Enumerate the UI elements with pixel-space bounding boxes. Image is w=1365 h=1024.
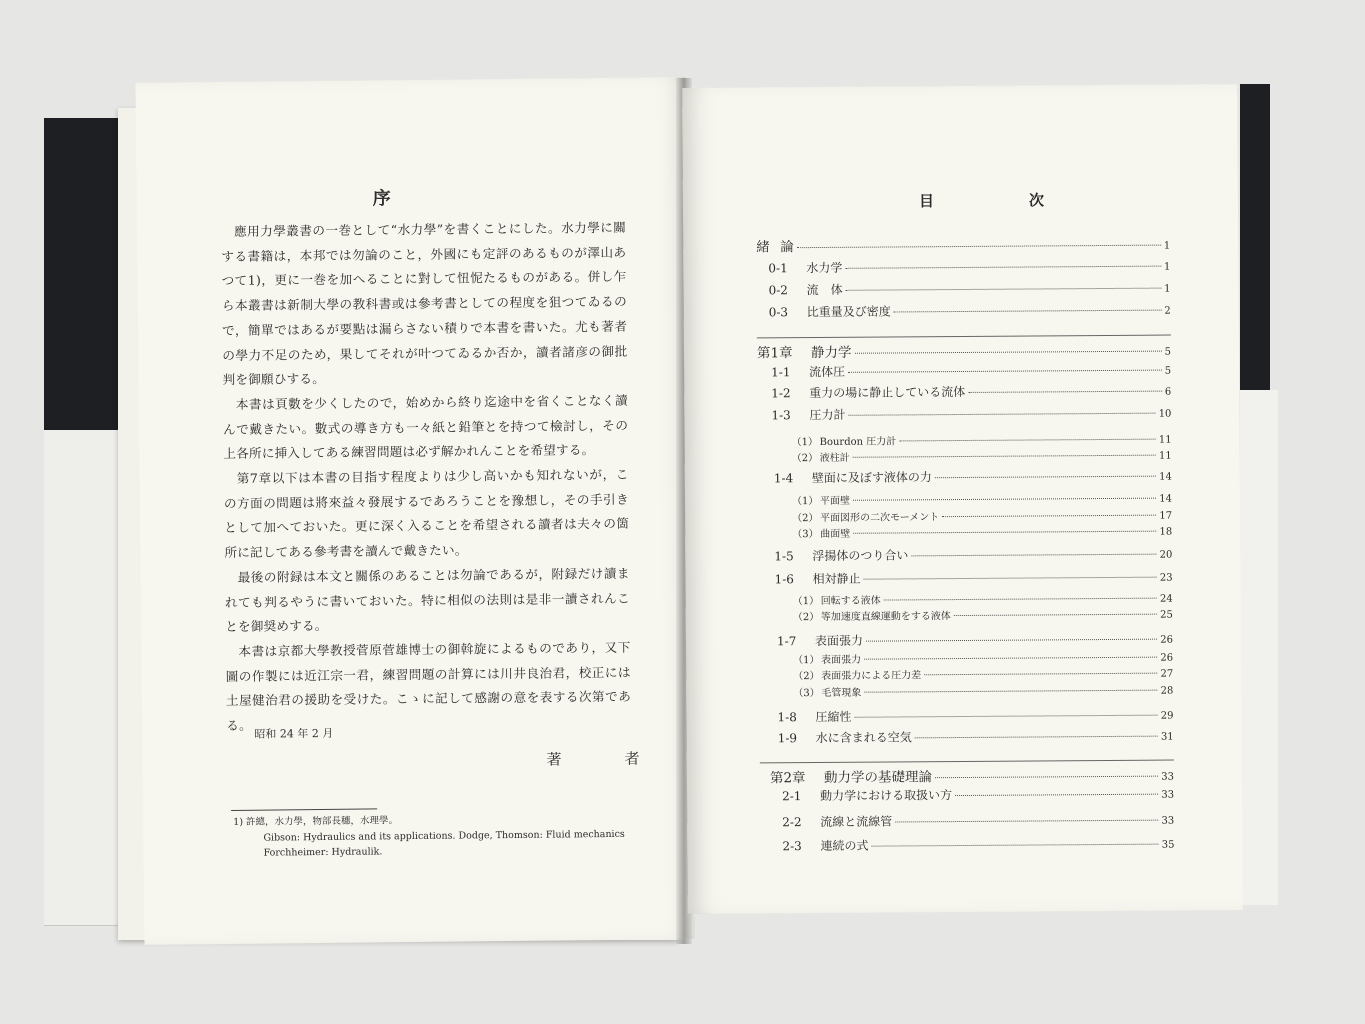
preface-paragraph: 本書は京都大學教授菅原菅雄博士の御斡旋によるものであり，又下圖の作製には近江宗一君，練習問題の計算には川井良治君，校正には土屋健治君の援助を受けた。こゝに記して感謝の意を表する次第である。 xyxy=(225,639,632,734)
toc-entry-text xyxy=(793,607,951,623)
toc-entry-label: 表面張力による圧力差 xyxy=(821,670,922,682)
toc-leader-dots xyxy=(853,455,1156,458)
preface-paragraph: 最後の附録は本文と關係のあることは勿論であるが，附録だけ讀まれても判るやうに書いておいた。特に相似の法則は是非一讀されんことを御奨めする。 xyxy=(224,565,630,635)
toc-entry-page: 11 xyxy=(1158,434,1172,446)
toc-entry-page: 23 xyxy=(1159,572,1173,584)
toc-entry-number: 第1章 xyxy=(756,345,793,362)
toc-entry-page: 29 xyxy=(1160,710,1174,722)
toc-leader-dots xyxy=(871,844,1158,847)
toc-entry-text xyxy=(793,592,881,608)
toc-leader-dots xyxy=(924,673,1157,676)
toc-entry-number: （3） xyxy=(793,688,820,700)
toc-entry-text xyxy=(771,406,845,424)
toc-leader-dots xyxy=(853,498,1156,501)
toc-entry-page: 20 xyxy=(1159,549,1173,561)
toc-leader-dots xyxy=(848,413,1155,416)
toc-entry-text xyxy=(778,728,912,746)
toc-entry-page: 14 xyxy=(1159,493,1173,505)
toc-entry-page: 1 xyxy=(1163,261,1171,273)
toc-entry xyxy=(756,279,1170,299)
toc-entry-number: （1） xyxy=(793,655,820,667)
toc-entry-text xyxy=(792,449,850,464)
toc-entry-text xyxy=(757,341,852,362)
toc-entry xyxy=(759,590,1173,608)
toc-entry xyxy=(756,233,1170,256)
toc-entry-page: 26 xyxy=(1160,652,1174,664)
toc-entry-label: 水に含まれる空気 xyxy=(815,730,912,746)
toc-leader-dots xyxy=(954,614,1157,616)
footnote-line: Forchheimer: Hydraulik. xyxy=(263,846,383,859)
toc-leader-dots xyxy=(855,715,1158,718)
toc-entry-text xyxy=(792,432,897,448)
toc-entry-text xyxy=(774,468,932,486)
toc-entry-text xyxy=(771,363,845,381)
toc-entry xyxy=(760,760,1174,787)
toc-entry-label: 流 体 xyxy=(806,282,843,298)
toc-leader-dots xyxy=(866,639,1157,642)
toc-entry xyxy=(758,467,1172,487)
toc-entry-number: （2） xyxy=(792,612,820,624)
toc-entry-number: 0-1 xyxy=(768,261,788,276)
toc-entry-text xyxy=(782,837,868,855)
toc-list xyxy=(756,225,1175,854)
toc-leader-dots xyxy=(884,598,1157,601)
toc-entry-text xyxy=(793,651,861,666)
toc-entry xyxy=(758,447,1172,465)
toc-entry xyxy=(760,811,1174,831)
toc-entry-page: 11 xyxy=(1158,450,1172,462)
toc-entry-number: 2-2 xyxy=(782,815,802,830)
preface-paragraph: 第7章以下は本書の目指す程度よりは少し高いかも知れないが，この方面の問題は將來益々發展するであろうことを豫想し，その手引きとして加へておいた。更に深く入ることを希望される讀者は夫々の箇所に記してある參考書を讀んで戴きたい。 xyxy=(223,466,630,561)
toc-entry-text xyxy=(768,259,842,277)
toc-entry-label: 壁面に及ぼす液体の力 xyxy=(811,470,932,486)
toc-entry xyxy=(759,630,1173,650)
toc-entry-label: 流体圧 xyxy=(809,364,846,380)
toc-entry-label: 毛管現象 xyxy=(821,687,862,699)
toc-entry-label: 浮揚体のつり合い xyxy=(812,548,909,564)
toc-entry-label: 圧力計 xyxy=(809,407,846,423)
book-cover-left-dark xyxy=(44,118,124,430)
toc-entry-number: 1-7 xyxy=(776,634,797,649)
toc-entry-page: 33 xyxy=(1161,789,1175,801)
toc-entry xyxy=(760,835,1174,855)
toc-entry-number: 第2章 xyxy=(769,770,806,787)
toc-entry-page: 10 xyxy=(1158,408,1172,420)
toc-entry xyxy=(757,335,1171,362)
toc-entry-text xyxy=(770,765,932,786)
toc-entry-text xyxy=(782,786,952,804)
toc-leader-dots xyxy=(915,736,1158,739)
toc-leader-dots xyxy=(797,245,1161,249)
toc-entry-text xyxy=(782,812,892,830)
toc-entry-number: 1-3 xyxy=(771,408,791,423)
preface-paragraph: 本書は頁數を少くしたので，始めから終り迄途中を省くことなく讀んで戴きたい。數式の導き方も一々紙と鉛筆とを持つて檢討し，その上各所に挿入してある練習問題は必ず解かれんことを希望する。 xyxy=(223,392,629,462)
toc-entry-number: （1） xyxy=(791,496,819,508)
toc-entry-label: 連続の式 xyxy=(820,838,869,854)
book-cover-right-light xyxy=(1240,390,1278,905)
toc-entry-label: 平面図形の二次モーメント xyxy=(820,512,940,524)
toc-entry-number: （2） xyxy=(791,453,819,465)
toc-entry xyxy=(757,382,1171,402)
toc-leader-dots xyxy=(911,554,1156,557)
toc-entry-label: 相対静止 xyxy=(812,571,861,587)
toc-entry xyxy=(759,706,1173,726)
toc-entry-page: 6 xyxy=(1164,386,1172,398)
preface-author: 著 者 xyxy=(546,749,664,769)
toc-entry-page: 14 xyxy=(1159,471,1172,483)
toc-entry-label: 表面張力 xyxy=(814,633,864,649)
toc-entry-page: 5 xyxy=(1164,365,1172,377)
toc-leader-dots xyxy=(846,288,1162,291)
toc-page xyxy=(682,84,1243,914)
toc-entry-label: Bourdon 圧力計 xyxy=(819,436,897,448)
toc-entry xyxy=(758,523,1172,541)
toc-entry xyxy=(757,301,1171,321)
toc-entry-page: 28 xyxy=(1160,685,1174,697)
toc-entry xyxy=(756,257,1170,277)
toc-entry xyxy=(759,665,1173,683)
toc-entry-number: 緒 xyxy=(756,239,770,256)
toc-entry-page: 18 xyxy=(1159,526,1173,538)
preface-body xyxy=(221,216,631,739)
toc-entry-text xyxy=(771,383,965,401)
toc-leader-dots xyxy=(864,577,1157,580)
toc-entry-page: 1 xyxy=(1164,283,1171,295)
toc-entry xyxy=(758,545,1172,565)
toc-entry-number: 1-4 xyxy=(773,471,794,486)
toc-entry-label: 表面張力 xyxy=(821,654,862,666)
toc-leader-dots xyxy=(845,266,1161,269)
toc-title: 目 次 xyxy=(918,191,1084,211)
toc-entry-number: 1-5 xyxy=(774,549,794,564)
toc-entry-page: 33 xyxy=(1161,771,1174,783)
preface-page xyxy=(136,77,695,945)
toc-entry-label: 液柱計 xyxy=(819,452,850,464)
toc-leader-dots xyxy=(848,370,1162,373)
toc-entry-page: 2 xyxy=(1164,305,1171,317)
toc-entry-label: 重力の場に静止している流体 xyxy=(809,384,966,401)
toc-entry-page: 35 xyxy=(1161,839,1175,851)
toc-entry xyxy=(759,649,1173,667)
toc-entry-text xyxy=(793,666,921,682)
toc-entry-label: 動力学における取扱い方 xyxy=(820,788,953,804)
toc-leader-dots xyxy=(864,690,1157,693)
toc-entry xyxy=(757,361,1171,381)
toc-entry xyxy=(760,727,1174,747)
toc-entry xyxy=(758,507,1172,525)
toc-entry-text xyxy=(774,570,860,588)
toc-entry xyxy=(759,606,1173,624)
book-cover-left-light xyxy=(44,430,124,926)
toc-entry xyxy=(758,431,1172,449)
toc-entry-label: 論 xyxy=(780,239,794,256)
toc-entry-label: 流線と流線管 xyxy=(820,814,893,830)
toc-entry-label: 圧縮性 xyxy=(815,709,852,725)
preface-date: 昭和 24 年 2 月 xyxy=(254,726,334,741)
toc-entry-text xyxy=(792,508,939,524)
preface-title: 序 xyxy=(372,188,393,210)
toc-entry-number: 2-3 xyxy=(782,839,802,854)
toc-entry-number: （2） xyxy=(793,671,820,683)
toc-entry-label: 回転する液体 xyxy=(820,595,881,607)
toc-entry-label: 等加速度直線運動をする液体 xyxy=(820,611,951,623)
toc-leader-dots xyxy=(935,776,1158,779)
toc-leader-dots xyxy=(899,439,1156,442)
toc-leader-dots xyxy=(935,476,1156,479)
toc-entry-page: 33 xyxy=(1161,815,1175,827)
toc-entry-number: 0-2 xyxy=(768,283,788,298)
toc-entry-text xyxy=(792,492,850,507)
toc-entry-page: 26 xyxy=(1160,634,1174,646)
toc-leader-dots xyxy=(968,391,1162,393)
toc-entry-number: 0-3 xyxy=(768,305,789,320)
toc-leader-dots xyxy=(942,515,1156,517)
toc-entry-label: 平面壁 xyxy=(819,495,851,507)
toc-entry-number: （3） xyxy=(792,529,819,541)
toc-entry-number: （2） xyxy=(792,513,819,525)
toc-entry-number: （1） xyxy=(792,596,820,608)
toc-entry-text xyxy=(793,684,861,699)
toc-entry-text xyxy=(769,302,891,320)
toc-entry-number: 1-2 xyxy=(771,386,791,401)
toc-leader-dots xyxy=(854,351,1161,354)
toc-entry-label: 曲面壁 xyxy=(820,528,851,540)
toc-entry-page: 31 xyxy=(1160,731,1174,743)
toc-entry-number: 1-9 xyxy=(777,731,798,746)
book-cover-right-dark xyxy=(1240,84,1270,390)
toc-entry-page: 25 xyxy=(1160,609,1173,621)
toc-entry-page: 24 xyxy=(1159,593,1173,605)
toc-entry xyxy=(758,568,1172,588)
toc-entry-number: 1-1 xyxy=(771,365,791,380)
toc-entry-page: 5 xyxy=(1164,346,1172,358)
toc-leader-dots xyxy=(955,794,1158,796)
toc-entry-label: 比重量及び密度 xyxy=(806,304,891,320)
toc-entry xyxy=(758,490,1172,508)
toc-entry-text xyxy=(768,281,842,299)
toc-leader-dots xyxy=(894,310,1162,313)
toc-entry-text xyxy=(756,235,794,255)
toc-entry-number: 2-1 xyxy=(782,789,802,804)
toc-entry-label: 水力学 xyxy=(806,260,843,276)
toc-entry-text xyxy=(777,632,863,650)
toc-entry-number: 1-6 xyxy=(774,572,794,587)
toc-entry-page: 17 xyxy=(1159,510,1173,522)
toc-leader-dots xyxy=(864,657,1157,660)
toc-entry xyxy=(759,682,1173,700)
footnote-rule xyxy=(231,808,377,811)
toc-entry-text xyxy=(777,708,851,726)
toc-leader-dots xyxy=(895,820,1158,823)
footnote-line: Gibson: Hydraulics and its applications. Dodge, Thomson: Fluid mechanics xyxy=(263,828,625,844)
toc-entry-text xyxy=(792,525,850,540)
toc-entry-label: 動力学の基礎理論 xyxy=(823,769,932,786)
toc-entry-text xyxy=(774,546,908,564)
toc-entry xyxy=(757,404,1171,424)
preface-footnotes xyxy=(233,811,653,862)
toc-entry-page: 1 xyxy=(1163,240,1171,252)
toc-entry-page: 27 xyxy=(1160,668,1174,680)
footnote-line: 1) 許總，水力學，物部長穗，水理學。 xyxy=(233,815,399,828)
toc-entry xyxy=(760,785,1174,805)
toc-entry-number: 1-8 xyxy=(777,710,797,725)
toc-entry-number: （1） xyxy=(791,437,819,449)
preface-paragraph: 應用力學叢書の一巻として“水力學”を書くことにした。水力學に關する書籍は，本邦では勿論のこと，外國にも定評のあるものが澤山あつて1)，更に一巻を加へることに對して忸怩たるものがある。併し乍ら本叢書は新制大學の教科書或は參考書としての程度を狙つてゐるので，簡單ではあるが要點は漏らさない積りで本書を書いた。尤も著者の學力不足のため，果してそれが叶つてゐるか否か，讀者諸彦の御批判を御願ひする。 xyxy=(221,219,628,388)
toc-entry-label: 静力学 xyxy=(810,344,852,362)
toc-leader-dots xyxy=(853,531,1156,534)
